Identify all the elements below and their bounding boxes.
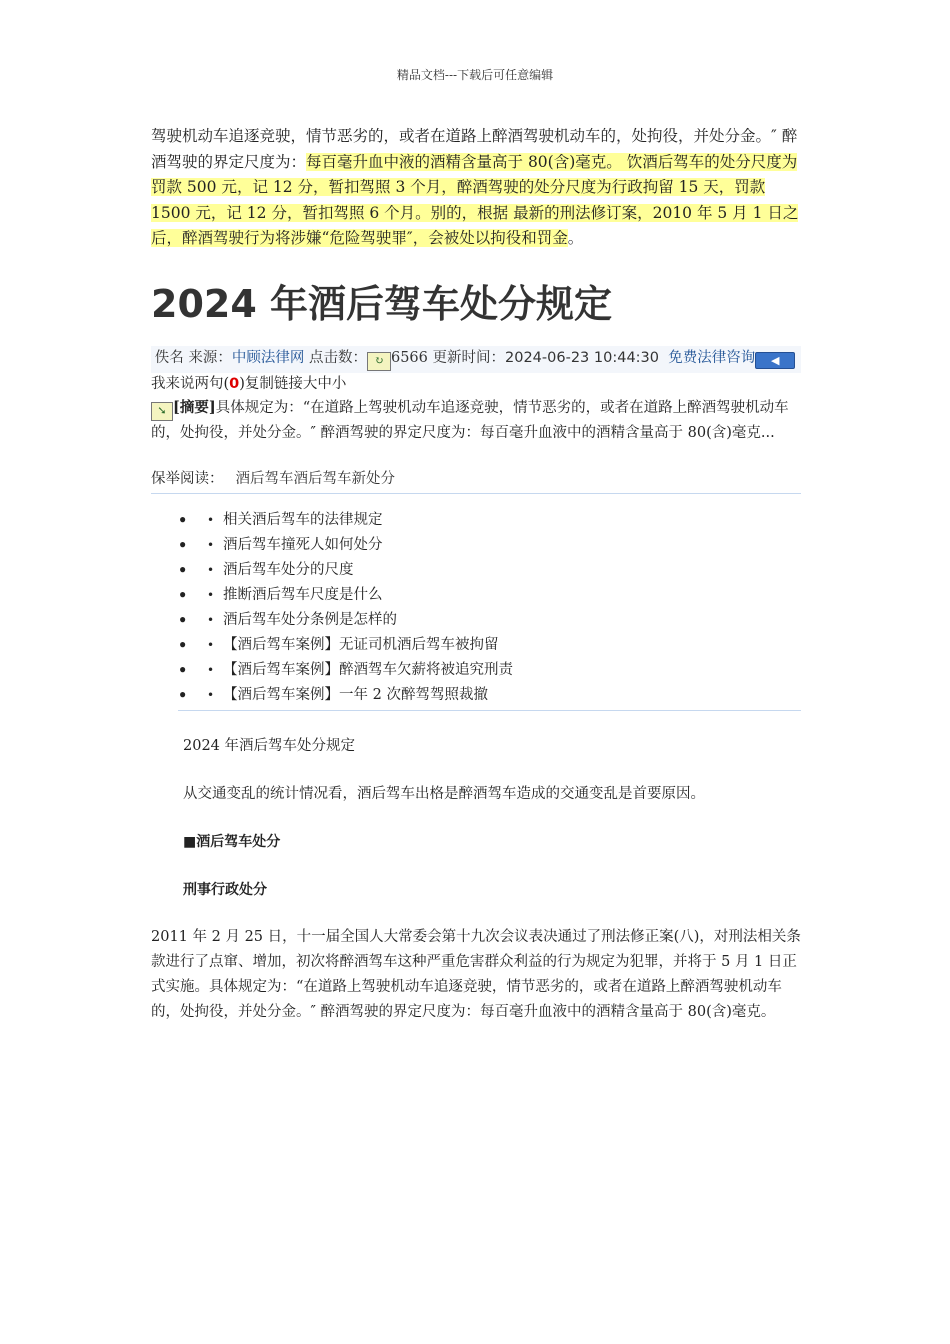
- related-link[interactable]: • • 【酒后驾车案例】一年 2 次醉驾驾照裁撤: [178, 683, 801, 708]
- body-subtitle: 2024 年酒后驾车处分规定: [183, 737, 356, 754]
- comment-line: [151, 373, 801, 395]
- summary-text: 具体规定为：“在道路上驾驶机动车追逐竞驶，情节恶劣的，或者在道路上醉酒驾驶机动车的，处拘役，并处分金。″ 醉酒驾驶的界定尺度为：每百毫升血液中的酒精含量高于 80(含)毫克...: [151, 399, 789, 441]
- free-consult-link[interactable]: 免费法律咨询: [668, 349, 756, 366]
- say-after[interactable]: )复制链接大中小: [239, 375, 347, 392]
- updated-time: 2024-06-23 10:44:30: [505, 349, 659, 366]
- recommended-tags[interactable]: 酒后驾车酒后驾车新处分: [235, 470, 395, 487]
- related-link[interactable]: • • 推断酒后驾车尺度是什么: [178, 583, 801, 608]
- related-link[interactable]: • • 酒后驾车撞死人如何处分: [178, 533, 801, 558]
- body-paragraph: 2011 年 2 月 25 日，十一届全国人大常委会第十九次会议表决通过了刑法修正案(八)，对刑法相关条款进行了点窜、增加，初次将醉酒驾车这种严重危害群众利益的行为规定为犯罪，并将于 5 月 1 日正式实施。具体规定为：“在道路上驾驶机动车追逐竞驶，情节恶劣的，或者在道路上醉酒驾驶机动车的，处拘役，并处分金。″ 醉酒驾驶的界定尺度为：每百毫升血液中的酒精含量高于 80(含)毫克。: [151, 928, 801, 1020]
- subsection-heading: 刑事行政处分: [183, 881, 267, 898]
- related-list: [151, 508, 801, 708]
- intro-end: 。: [567, 229, 584, 247]
- author-source-label: 佚名 来源：: [154, 349, 232, 366]
- list-item[interactable]: [151, 608, 801, 633]
- recommended-label: 保举阅读：: [151, 470, 224, 487]
- arrow-left-icon[interactable]: ◀: [755, 352, 795, 369]
- page-title: 2024 年酒后驾车处分规定: [151, 281, 612, 326]
- article-meta: [151, 346, 801, 373]
- updated-label: 更新时间：: [432, 349, 505, 366]
- summary-label: [摘要]: [173, 398, 216, 416]
- related-link[interactable]: • • 相关酒后驾车的法律规定: [178, 508, 801, 533]
- recommended-reading: [151, 468, 801, 494]
- highlighted-text: 每百毫升血中液的酒精含量高于 80(含)毫克。 饮酒后驾车的处分尺度为罚款 500 元，记 12 分，暂扣驾照 3 个月，醉酒驾驶的处分尺度为行政拘留 15 天，罚款 1500 元，记 12 分，暂扣驾照 6 个月。别的，根据 最新的刑法修订案，2010 年 5 月 1 日之后，醉酒驾驶行为将涉嫌“危险驾驶罪″，会被处以拘役和罚金: [151, 152, 799, 247]
- arrow-right-icon: ➘: [151, 402, 173, 421]
- click-count: 6566: [390, 349, 428, 366]
- list-item[interactable]: [151, 583, 801, 608]
- list-item[interactable]: [151, 658, 801, 683]
- summary: [151, 395, 801, 446]
- comment-count[interactable]: 0: [229, 375, 240, 392]
- source-link[interactable]: 中顾法律网: [231, 349, 305, 366]
- refresh-icon: ↻: [367, 352, 391, 371]
- say-before: 我来说两句(: [151, 375, 230, 392]
- divider: [178, 710, 801, 711]
- list-item[interactable]: [151, 558, 801, 583]
- related-link[interactable]: • • 酒后驾车处分的尺度: [178, 558, 801, 583]
- clicks-label: 点击数：: [308, 349, 367, 366]
- related-link[interactable]: • • 【酒后驾车案例】醉酒驾车欠薪将被追究刑责: [178, 658, 801, 683]
- list-item[interactable]: [151, 533, 801, 558]
- list-item[interactable]: [151, 633, 801, 658]
- section-heading: ■酒后驾车处分: [183, 833, 281, 850]
- related-link[interactable]: • • 【酒后驾车案例】无证司机酒后驾车被拘留: [178, 633, 801, 658]
- intro-text: 驾驶机动车追逐竞驶，情节恶劣的，或者在道路上醉酒驾驶机动车的，处拘役，并处分金。″ 醉酒驾驶的界定尺度为：: [151, 127, 798, 171]
- page-header: 精品文档---下载后可任意编辑: [396, 68, 554, 82]
- intro-paragraph: [151, 124, 801, 252]
- list-item[interactable]: [151, 508, 801, 533]
- related-link[interactable]: • • 酒后驾车处分条例是怎样的: [178, 608, 801, 633]
- body-paragraph: 从交通变乱的统计情况看，酒后驾车出格是醉酒驾车造成的交通变乱是首要原因。: [183, 785, 705, 802]
- document-content: [151, 124, 801, 1025]
- list-item[interactable]: [151, 683, 801, 708]
